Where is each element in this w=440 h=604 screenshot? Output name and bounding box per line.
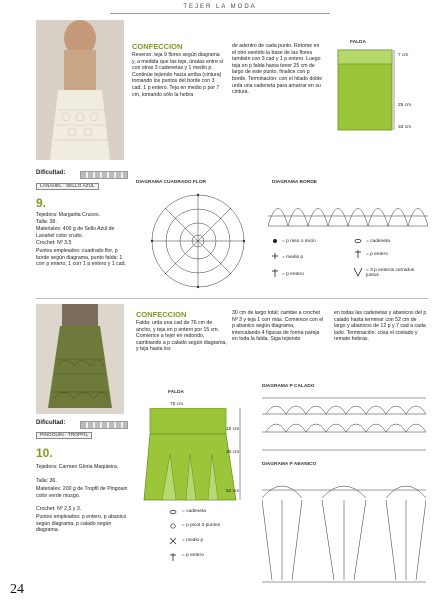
confeccion-text-9-col1: Reverso: teja 9 flores según diagrama y, a medida que las teje, únalas entre sí con otras 3 cadenetas y 1 medio p. Continúe tejiendo hacia arriba (cintura) tomando los puntos del borde con 3 cad, 1 p entero. Teja en medio p por 7 cm, tomando sólo la hebra (132, 52, 224, 98)
diagrama-cuadrado-title: DIAGRAMA CUADRADO FLOR (136, 180, 206, 185)
difficulty-bar-10 (80, 421, 128, 429)
photo-model-9 (36, 20, 124, 160)
legend-medio-p-10: = medio p (182, 538, 204, 543)
confeccion-text-10-col3: en todas las cadenetas y abanicos del p calado hasta terminar con 52 cm de largo y abanicos de 12 p y 7 cad a cada lado. Terminación: cosa el costado y remate hebras. (334, 310, 427, 343)
brand-tag-10: PINGOUIN - TROPFIL (36, 432, 92, 439)
confeccion-text-9-col2: de adentro de cada punto. Retome en el otro sentido la base de las flores también con 3 cad y 1 p entero. Luego teja en p falda hasta tener 25 cm de largo de este punto, finalice con p borde. Terminación: con el hilado doble urda una cadeneta para amarrar en su cintura. (232, 43, 323, 96)
dificultad-label-10: Dificultad: (36, 420, 66, 426)
falda-label-9: FALDA (350, 40, 366, 45)
dim-52cm: 52 cm (226, 489, 240, 494)
raso-icon (273, 239, 277, 243)
puntos-9: Puntos empleados: cuadrado flor, p borde según diagrama, punto falda: 1 corr p entero, 1 corr 1 p entero y 1 cad. (36, 248, 126, 268)
diagrama-calado-title: DIAGRAMA P CALADO (262, 384, 315, 389)
legend-picot-10: = p picot 3 puntos (182, 523, 221, 528)
confeccion-text-10-col1: Falda: urda una cad de 76 cm de ancho, y teja en p entero por 15 cm. Comience a tejer en redondo, cambiando a p calado según diagrama, y teja hasta los (136, 320, 227, 353)
cuadrado-flor-diagram (134, 186, 262, 296)
model-skirt-illustration-10 (36, 304, 124, 414)
legend-cadeneta: = cadeneta (366, 239, 390, 244)
dificultad-label-9: Dificultad: (36, 170, 66, 176)
legend-symbols-10 (168, 506, 178, 566)
confeccion-title-10: CONFECCION (136, 310, 187, 319)
dim-7cm: 7 cm (398, 53, 409, 58)
cadeneta-icon (355, 239, 361, 242)
calado-diagram (262, 392, 426, 454)
dim-33cm: 33 cm (398, 125, 412, 130)
confeccion-title-9: CONFECCION (132, 42, 183, 51)
difficulty-bar-9 (80, 171, 128, 179)
header-rule (110, 13, 330, 14)
borde-diagram (268, 186, 428, 234)
confeccion-text-10-col2: 30 cm de largo total; cambie a crochet Nº 3 y teja 1 corr más. Comience con el p abanico según diagrama, intercalando 4 figuras de forma pareja en toda la falda. Siga tejiendo (232, 310, 324, 343)
brand-tag-9: LANAHEL - SELLO AZUL (36, 183, 99, 190)
photo-model-10 (36, 304, 124, 414)
legend-cerrados: = 3 p enteros cerrados juntos (366, 268, 415, 278)
abanico-diagram (262, 470, 426, 586)
legend-p-entero-2: = p entero (366, 252, 388, 257)
legend-cadeneta-10: = cadeneta (182, 509, 206, 514)
tejedora-9: Tejedora: Margarita Cruces. (36, 212, 101, 218)
diagrama-abanico-title: DIAGRAMA P ABANICO (262, 462, 317, 467)
diagrama-borde-title: DIAGRAMA BORDE (272, 180, 317, 185)
dim-76cm: 76 cm (170, 402, 184, 407)
legend-raso: = p raso o inicio (282, 239, 316, 244)
talla-9: Talla: 38. (36, 219, 57, 225)
legend-medio-p: = medio p (282, 255, 304, 260)
falda-label-10: FALDA (168, 390, 184, 395)
model-skirt-illustration (36, 20, 124, 160)
legend-p-entero-10: = p entero (182, 553, 204, 558)
talla-10: Talla: 36. (36, 478, 57, 484)
tejedora-10: Tejedora: Carmen Gloria Maquieira. (36, 464, 119, 470)
crochet-9: Crochet: Nº 3.5 (36, 240, 72, 246)
dim-25cm: 25 cm (398, 103, 412, 108)
puntos-10: Puntos empleados: p entero, p abanico según diagrama, p calado según diagrama. (36, 514, 127, 534)
materiales-10: Materiales: 200 g de Tropfil de Pingouin color verde musgo. (36, 486, 128, 499)
legend-symbols-left (270, 236, 280, 280)
dim-15cm: 15 cm (226, 427, 240, 432)
dim-30cm: 30 cm (226, 450, 240, 455)
materiales-9: Materiales: 400 g de Sello Azul de Lanahel color crudo. (36, 226, 115, 239)
section-divider (36, 298, 428, 299)
falda-schematic-9 (336, 48, 432, 136)
cadeneta-icon-10 (170, 510, 176, 513)
magazine-header: TEJER LA MODA (183, 4, 257, 10)
legend-p-entero: = p entero (282, 272, 304, 277)
pattern-number-9: 9. (36, 196, 47, 210)
crochet-10: Crochet: Nº 2,5 y 3. (36, 506, 82, 512)
cerrados-icon (354, 268, 362, 276)
legend-symbols-right (352, 236, 364, 280)
pattern-number-10: 10. (36, 446, 53, 460)
picot-icon (171, 524, 175, 528)
page-number: 24 (10, 582, 24, 597)
